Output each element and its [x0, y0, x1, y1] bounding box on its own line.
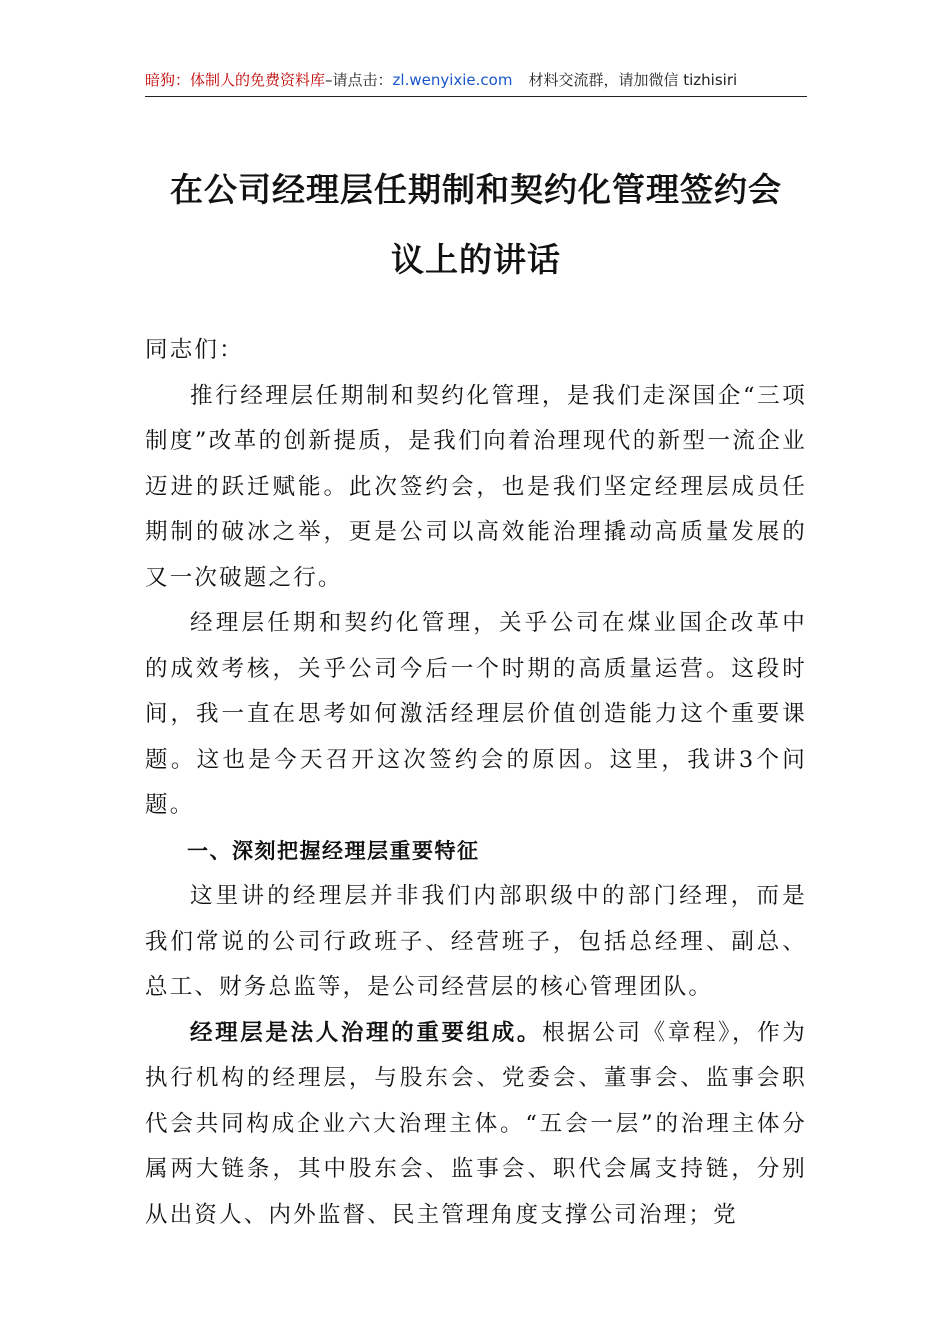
header-prompt: –请点击：	[325, 71, 393, 89]
paragraph: 推行经理层任期制和契约化管理，是我们走深国企“三项制度”改革的创新提质，是我们向着治理现代的新型一流企业迈进的跃迁赋能。此次签约会，也是我们坚定经理层成员任期制的破冰之举，更是公司以高效能治理撬动高质量发展的又一次破题之行。	[145, 382, 807, 591]
paragraph	[145, 1011, 807, 1239]
document-title-line2: 议上的讲话	[391, 240, 561, 279]
paragraph: 经理层任期和契约化管理，关乎公司在煤业国企改革中的成效考核，关乎公司今后一个时期的高质量运营。这段时间，我一直在思考如何激活经理层价值创造能力这个重要课题。这也是今天召开这次签约会的原因。这里，我讲3个问题。	[145, 610, 807, 818]
document-title-line1: 在公司经理层任期制和契约化管理签约会	[170, 170, 782, 209]
paragraph-lead: 经理层是法人治理的重要组成。	[190, 1019, 543, 1046]
section-heading: 一、深刻把握经理层重要特征	[187, 838, 480, 863]
document-body	[145, 328, 807, 1238]
header-url-link[interactable]: zl.wenyixie.com	[392, 71, 513, 89]
salutation: 同志们：	[145, 337, 244, 363]
header-brand: 暗狗：体制人的免费资料库	[145, 71, 326, 89]
page-header	[145, 66, 807, 97]
header-contact: 材料交流群，请加微信 tizhisiri	[528, 71, 738, 89]
paragraph-text: 根据公司《章程》，作为执行机构的经理层，与股东会、党委会、董事会、监事会职代会共同构成企业六大治理主体。“五会一层”的治理主体分属两大链条，其中股东会、监事会、职代会属支持链，分别从出资人、内外监督、民主管理角度支撑公司治理；党	[145, 1019, 807, 1228]
paragraph: 这里讲的经理层并非我们内部职级中的部门经理，而是我们常说的公司行政班子、经营班子，包括总经理、副总、总工、财务总监等，是公司经营层的核心管理团队。	[145, 883, 807, 1000]
